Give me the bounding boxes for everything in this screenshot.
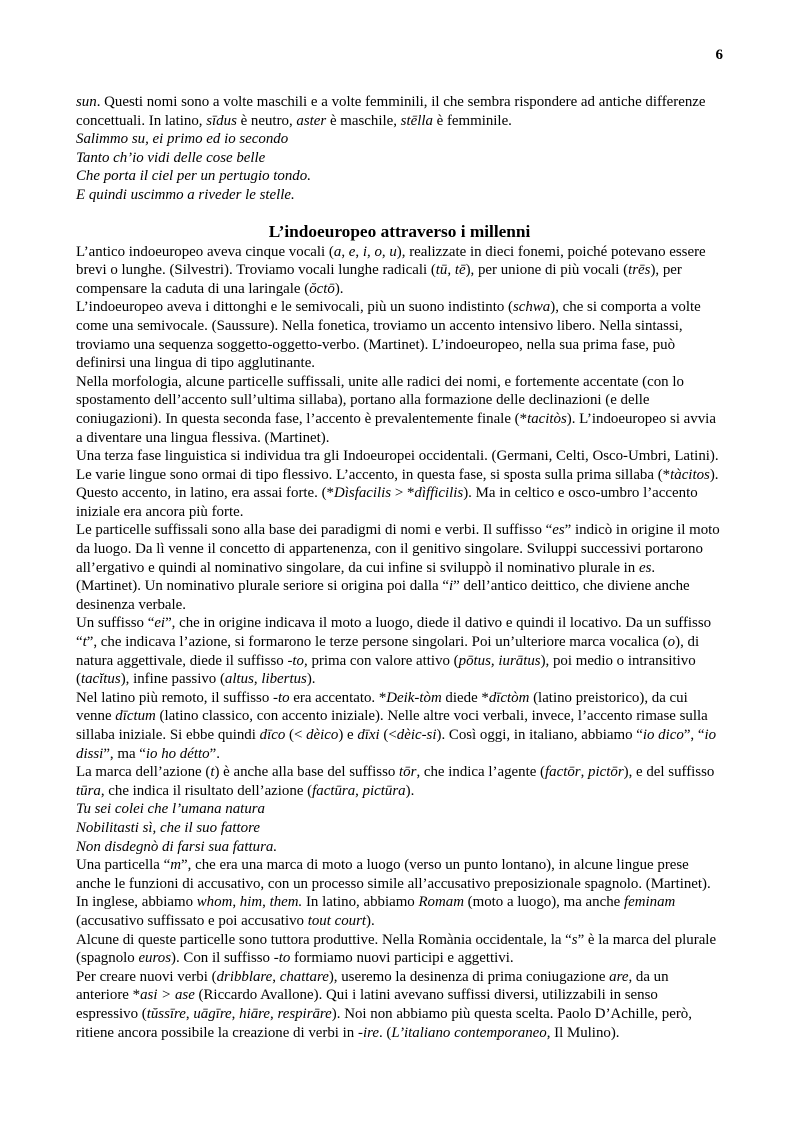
italic-term: -to — [273, 689, 290, 706]
italic-term: chattare — [279, 968, 329, 985]
body-paragraph: Le particelle suffissali sono alla base dei paradigmi di nomi e verbi. Il suffisso “es” indicò in origine il moto da luogo. Da lì venne il concetto di appartenenza, con il genitivo singolare. Sviluppi successivi portarono all’ergativo e quindi al nominativo singolare, da cui infine si sviluppò il nominativo plurale in es. (Martinet). Un nominativo plurale seriore si origina poi dalla “i” dell’antico deittico, che diviene anche desinenza verbale. — [76, 522, 720, 613]
section-heading: L’indoeuropeo attraverso i millenni — [268, 221, 531, 241]
body-paragraph: Un suffisso “ei”, che in origine indicava il moto a luogo, diede il dativo e quindi il locativo. Da un suffisso “t”, che indicava l’azione, si formarono le terze persone singolari. Poi un’ulteriore marca vocalica (o), di natura aggettivale, diede il suffisso -to, prima con valore attivo (pōtus, iurātus), poi medio o intransitivo (tacĭtus), infine passivo (altus, libertus). — [76, 615, 712, 688]
italic-term: factūra — [312, 782, 356, 799]
italic-term: sun — [76, 94, 97, 110]
italic-term: trēs — [628, 262, 651, 279]
page-number: 6 — [715, 47, 723, 63]
italic-term: tūra — [76, 782, 101, 799]
italic-term: i — [362, 243, 367, 260]
italic-term: L’italiano contemporaneo — [391, 1024, 547, 1041]
body-paragraph: L’indoeuropeo aveva i dittonghi e le semivocali, più un suono indistinto (schwa), che si comporta a volte come una semivocale. (Saussure). Nella fonetica, troviamo un accento intensivo libero. Nella sintassi, troviamo una sequenza soggetto-oggetto-verbo. (Martinet). L’indoeuropeo, nella sua prima fase, può definirsi una lingua di tipo agglutinante. — [76, 299, 701, 372]
italic-term: dīctum — [115, 708, 156, 725]
italic-term: aster — [296, 112, 327, 129]
verse-block-2 — [76, 800, 723, 856]
italic-term: dribblare — [216, 968, 273, 985]
italic-term: io dico — [642, 727, 684, 743]
italic-term: dèico — [306, 727, 339, 743]
italic-term: o — [374, 243, 382, 260]
verse-block-1 — [76, 130, 723, 204]
body-paragraph: Per creare nuovi verbi (dribblare, chattare), useremo la desinenza di prima coniugazione are, da un anteriore *asi > ase (Riccardo Avallone). Qui i latini avevano suffissi diversi, utilizzabili in senso espressivo (tŭssīre, uāgīre, hiāre, respirāre). Noi non abbiamo più questa scelta. Paolo D’Achille, però, ritiene ancora possibile la creazione di verbi in -ire. (L’italiano contemporaneo, Il Mulino). — [76, 968, 692, 1041]
italic-term: a — [333, 243, 342, 260]
italic-term: them. — [269, 894, 303, 911]
italic-term: tōr — [399, 764, 417, 781]
body-paragraph: Alcune di queste particelle sono tuttora produttive. Nella Romània occidentale, la “s” è la marca del plurale (spagnolo euros). Con il suffisso -to formiamo nuovi participi e aggettivi. — [76, 931, 717, 967]
italic-term: io dissi — [76, 727, 717, 762]
italic-term: e — [348, 243, 356, 260]
italic-term: o — [667, 634, 676, 651]
italic-term: dèic-si — [396, 727, 437, 743]
document-body — [76, 93, 723, 1042]
intro-paragraph: sun. Questi nomi sono a volte maschili e a volte femminili, il che sembra rispondere ad antiche differenze concettuali. In latino, sīdus è neutro, aster è maschile, stēlla è femminile. — [76, 94, 706, 129]
italic-term: ŏctō — [309, 280, 335, 297]
italic-term: t — [82, 634, 87, 651]
italic-term: Romam — [418, 894, 464, 911]
body-paragraph: Nella morfologia, alcune particelle suffissali, unite alle radici dei nomi, e fortemente accentate (con lo spostamento dell’accento sull’ultima sillaba), portano alla formazione delle declinazioni (e delle coniugazioni). In questa seconda fase, l’accento è prevalentemente finale (*tacitòs). L’indoeuropeo si avvia a diventare una lingua flessiva. (Martinet). — [76, 373, 716, 446]
verse-line: Tu sei colei che l’umana natura — [76, 801, 266, 818]
italic-term: schwa — [513, 299, 551, 316]
italic-term: pōtus, iurātus — [458, 652, 541, 669]
italic-term: es — [552, 522, 565, 539]
body-paragraph: L’antico indoeuropeo aveva cinque vocali (a, e, i, o, u), realizzate in dieci fonemi, poiché potevano essere brevi o lunghe. (Silvestri). Troviamo vocali lunghe radicali (tū, tē), per unione di più vocali (trēs), per compensare la caduta di una laringale (ŏctō). — [76, 243, 706, 297]
italic-term: are — [609, 968, 629, 985]
verse-line: Tanto ch’io vidi delle cose belle — [76, 149, 266, 166]
body-paragraph: Una particella “m”, che era una marca di moto a luogo (verso un punto lontano), in alcune lingue prese anche le funzioni di accusativo, con un processo simile all’accusativo preposizionale spagnolo. (Martinet). In inglese, abbiamo whom, him, them. In latino, abbiamo Romam (moto a luogo), ma anche feminam (accusativo suffissato e poi accusativo tout court). — [76, 857, 711, 929]
italic-term: u — [389, 243, 397, 260]
italic-term: Dìsfacilis — [334, 485, 392, 502]
italic-term: -to — [273, 950, 291, 967]
italic-term: io ho détto — [145, 745, 210, 762]
verse-line: Non disdegnò di farsi sua fattura. — [76, 838, 278, 855]
body-paragraph: Una terza fase linguistica si individua tra gli Indoeuropei occidentali. (Germani, Celti, Osco-Umbri, Latini). Le varie lingue sono ormai di tipo flessivo. L’accento, in questa fase, si sposta sulla prima sillaba (*tàcitos). Questo accento, in latino, era assai forte. (*Dìsfacilis > *dìfficilis). Ma in celtico e osco-umbro l’accento iniziale era ancora più forte. — [76, 448, 719, 520]
italic-term: pictōr — [588, 764, 624, 781]
italic-term: tacĭtus — [80, 671, 121, 688]
italic-term: Deik-tòm — [386, 689, 442, 706]
italic-term: libertus — [261, 671, 307, 688]
italic-term: stēlla — [400, 112, 433, 129]
italic-term: m — [170, 857, 182, 874]
italic-term: sīdus — [206, 112, 237, 129]
italic-term: tū, tē — [435, 262, 466, 279]
italic-term: pictūra — [362, 782, 406, 799]
italic-term: ei — [154, 615, 166, 632]
italic-term: t — [210, 764, 215, 781]
verse-line: Salimmo su, ei primo ed io secondo — [76, 131, 289, 148]
italic-term: dīxi — [357, 727, 380, 743]
verse-line: Che porta il ciel per un pertugio tondo. — [76, 168, 311, 185]
italic-term: uāgīre — [193, 1005, 232, 1022]
italic-term: tacitòs — [527, 410, 567, 427]
italic-term: feminam — [623, 894, 676, 911]
italic-term: s — [571, 931, 578, 948]
italic-term: asi > ase — [140, 987, 195, 1004]
italic-term: dìfficilis — [414, 485, 464, 502]
verse-line: Nobilitasti sì, che il suo fattore — [76, 819, 260, 836]
italic-term: factōr — [545, 764, 581, 781]
italic-term: altus — [224, 671, 254, 688]
italic-term: tŭssīre — [146, 1005, 186, 1022]
italic-term: euros — [138, 950, 171, 967]
verse-line: E quindi uscimmo a riveder le stelle. — [76, 186, 295, 203]
body-paragraph: Nel latino più remoto, il suffisso -to era accentato. *Deik-tòm diede *dīctòm (latino preistorico), da cui venne dīctum (latino classico, con accento iniziale). Nelle altre voci verbali, invece, l’accento rimase sulla sillaba iniziale. Si ebbe quindi dīco (< dèico) e dīxi (<dèic-si). Così oggi, in italiano, abbiamo “io dico”, “io dissi”, ma “io ho détto”. — [76, 689, 717, 762]
italic-term: -ire — [357, 1024, 379, 1041]
body-paragraph: La marca dell’azione (t) è anche alla base del suffisso tōr, che indica l’agente (factōr, pictōr), e del suffisso tūra, che indica il risultato dell’azione (factūra, pictūra). — [76, 764, 715, 799]
italic-term: hiāre — [239, 1005, 271, 1022]
italic-term: him — [239, 894, 263, 911]
italic-term: tàcitos — [670, 466, 710, 483]
italic-term: dīco — [259, 727, 286, 743]
italic-term: i — [449, 578, 454, 595]
italic-term: respirāre — [277, 1005, 332, 1022]
italic-term: -to — [287, 652, 304, 669]
italic-term: dīctòm — [488, 689, 530, 706]
italic-term: whom — [196, 894, 233, 911]
italic-term: es — [638, 559, 652, 576]
italic-term: tout court — [307, 912, 367, 929]
